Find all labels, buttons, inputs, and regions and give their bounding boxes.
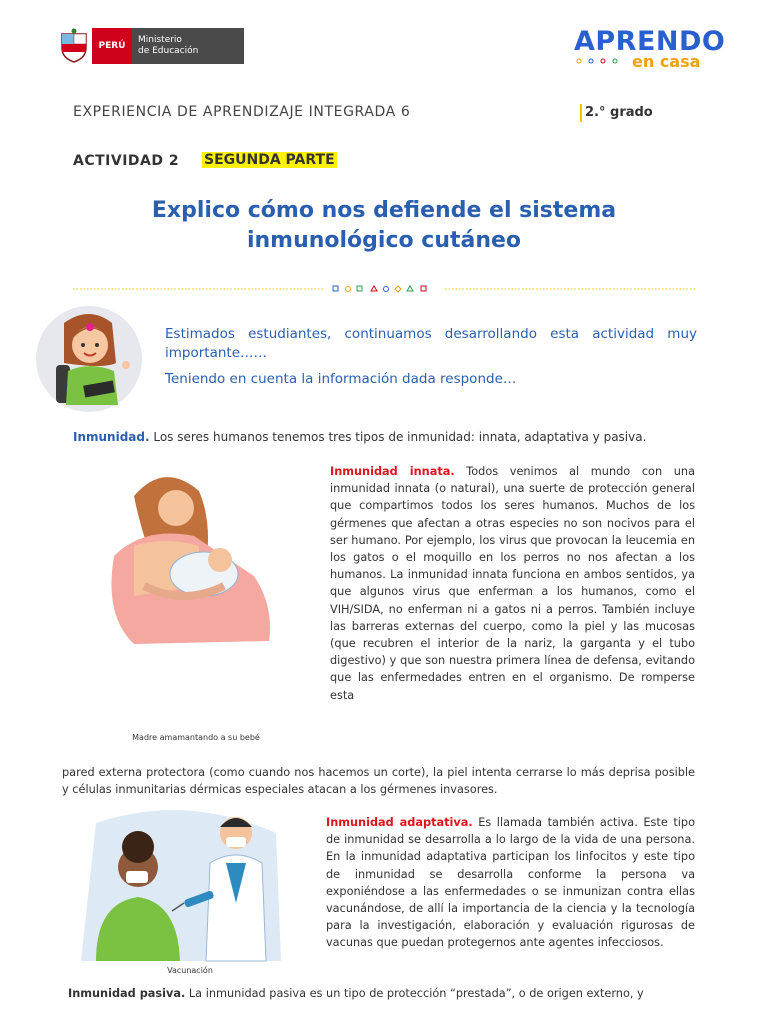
passive-label: Inmunidad pasiva. <box>68 987 186 1000</box>
immunity-text: Los seres humanos tenemos tres tipos de inmunidad: innata, adaptativa y pasiva. <box>149 430 647 444</box>
innate-label: Inmunidad innata. <box>330 465 455 478</box>
innate-continuation-paragraph: pared externa protectora (como cuando nos hacemos un corte), la piel intenta cerrarse lo más deprisa posible y células inmunitarias dérmicas especiales atacan a los gérmenes invasores. <box>62 766 695 797</box>
decorative-divider <box>73 285 695 293</box>
experience-heading: EXPERIENCIA DE APRENDIZAJE INTEGRADA 6 <box>73 104 411 120</box>
activity-label: ACTIVIDAD 2 <box>73 153 180 169</box>
immunity-intro <box>73 430 713 444</box>
ministry-line-1: Ministerio <box>138 35 182 45</box>
student-girl-illustration <box>34 305 144 413</box>
adaptive-immunity-paragraph <box>326 814 695 952</box>
page-title <box>60 196 708 256</box>
title-line-2: inmunológico cutáneo <box>246 228 522 253</box>
adaptive-text: Es llamada también activa. Este tipo de inmunidad se desarrolla a lo largo de la vida de una persona. En la inmunidad adaptativa participan los linfocitos y este tipo de inmunidad se desarrolla conforme la persona va exponiéndose a las enfermedades o se inmunizan contra ellas vacunándose, de allí la importancia de la ciencia y la tecnología para la investigación, elaboración y evaluación rigurosas de vacunas que puedan protegernos ante agentes infecciosos. <box>326 816 695 950</box>
innate-text: Todos venimos al mundo con una inmunidad innata (o natural), una suerte de protección general que compartimos todos los seres humanos. Muchos de los gérmenes que afectan a otras especies no son nocivos para el ser humano. Por ejemplo, los virus que provocan la leucemia en los gatos o el moquillo en los perros no nos afectan a los humanos. La inmunidad innata funciona en ambos sentidos, ya que algunos virus que enferman a los humanos, como el VIH/SIDA, no enferman ni a gatos ni a perros. También incluye las barreras externas del cuerpo, como la piel y las mucosas (que recubren el interior de la nariz, la garganta y el tubo digestivo) y que son nuestra primera línea de defensa, evitando que las enfermedades entren en el organismo. De romperse esta <box>330 465 695 702</box>
grade-label: 2.° grado <box>585 105 653 120</box>
passive-immunity-paragraph <box>68 987 728 1000</box>
part-label: SEGUNDA PARTE <box>204 152 335 168</box>
intro-paragraph: Estimados estudiantes, continuamos desarrollando esta actividad muy importante…… <box>165 326 697 361</box>
passive-text: La inmunidad pasiva es un tipo de protección “prestada”, o de origen externo, y <box>185 987 644 1000</box>
ministry-line-2: de Educación <box>138 46 199 56</box>
breastfeeding-mother-illustration <box>104 466 274 646</box>
aprendo-logo: APRENDO <box>574 26 726 57</box>
immunity-label: Inmunidad. <box>73 430 150 444</box>
innate-immunity-paragraph <box>330 463 695 704</box>
peru-label: PERÚ <box>92 28 132 64</box>
grade-marker <box>580 104 582 122</box>
vaccination-caption: Vacunación <box>167 966 213 975</box>
title-line-1: Explico cómo nos defiende el sistema <box>151 198 617 223</box>
adaptive-label: Inmunidad adaptativa. <box>326 816 473 829</box>
logo-dots-icon <box>575 57 627 65</box>
vaccination-illustration <box>76 803 288 963</box>
peru-coat-of-arms-icon <box>58 28 90 64</box>
en-casa-logo: en casa <box>632 52 701 71</box>
instruction-line: Teniendo en cuenta la información dada responde… <box>165 371 517 387</box>
mother-caption: Madre amamantando a su bebé <box>132 733 260 742</box>
ministry-label <box>132 28 244 64</box>
